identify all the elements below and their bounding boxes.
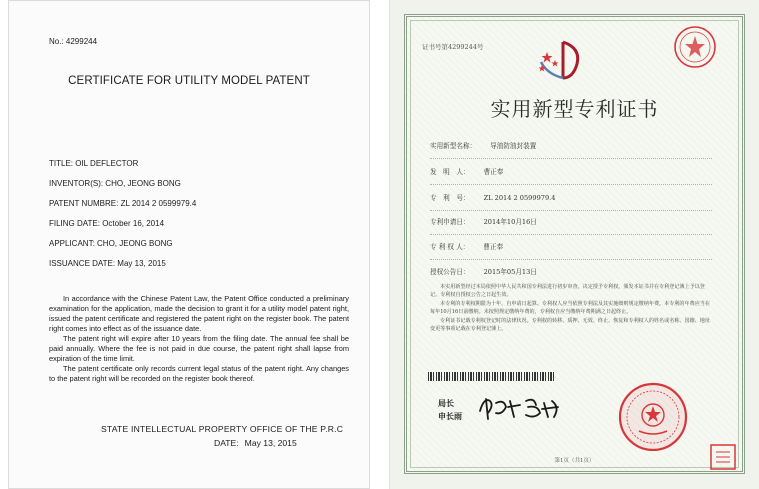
certificate-body — [49, 294, 349, 384]
chinese-certificate — [389, 0, 759, 489]
barcode — [428, 372, 556, 381]
cn-field-patentee: 专 利 权 人： 曹正奉 — [430, 243, 504, 251]
cn-certificate-title: 实用新型专利证书 — [490, 97, 659, 121]
cn-field-name: 实用新型名称： 导油防油封装置 — [430, 142, 537, 150]
date-label: DATE: — [214, 438, 239, 448]
field-filing-date: FILING DATE: October 16, 2014 — [49, 219, 165, 228]
cn-field-grant-date: 授权公告日： 2015年05月13日 — [430, 268, 537, 276]
cn-page-footer: 第1页（共1页） — [554, 458, 595, 464]
body-paragraph: The patent right will expire after 10 years from the filing date. The annual fee shall be paid annually. Where the fee is not paid in due course, the patent right shall lapse from expiration of the time limit. — [49, 334, 349, 363]
cn-field-inventor: 发 明 人： 曹正奉 — [430, 168, 504, 176]
divider — [430, 210, 712, 211]
official-red-seal-icon — [601, 371, 705, 451]
cn-body-paragraph: 专利证书记载专利权登记时的法律状况。专利权的转移、质押、无效、终止、恢复和专利权人的姓名或名称、国籍、地址变更等事项记载在专利登记簿上。 — [430, 317, 710, 333]
english-certificate — [8, 0, 370, 489]
field-inventor: INVENTOR(S): CHO, JEONG BONG — [49, 179, 181, 188]
certificate-title: CERTIFICATE FOR UTILITY MODEL PATENT — [68, 75, 310, 87]
divider — [430, 259, 712, 260]
red-stamp-icon — [672, 24, 718, 70]
field-applicant: APPLICANT: CHO, JEONG BONG — [49, 239, 173, 248]
divider — [430, 184, 712, 185]
field-issuance-date: ISSUANCE DATE: May 13, 2015 — [49, 259, 166, 268]
cn-body-paragraph: 本实用新型经过本局依照中华人民共和国专利法进行初步审查，决定授予专利权，颁发本证书并在专利登记簿上予以登记。专利权自授权公告之日起生效。 — [430, 284, 705, 299]
signature-date — [214, 438, 303, 448]
divider — [430, 158, 712, 159]
field-patent-number: PATENT NUMBRE: ZL 2014 2 0599979.4 — [49, 199, 197, 208]
body-paragraph: The patent certificate only records current legal status of the patent right. Any changes to the patent right will be recorded on the register book thereof. — [49, 364, 349, 383]
cn-body-paragraph: 本专利的专利权期限为十年，自申请日起算。专利权人应当依照专利法及其实施细则规定缴纳年费。本专利的年费应当在每年10月16日前缴纳。未按照规定缴纳年费的，专利权自应当缴纳年费期满之日起终止。 — [430, 300, 710, 316]
cn-field-patent-number: 专 利 号： ZL 2014 2 0599979.4 — [430, 194, 556, 202]
certificate-number: No.: 4299244 — [49, 37, 98, 46]
issuing-office: STATE INTELLECTUAL PROPERTY OFFICE OF THE P.R.C — [101, 424, 344, 434]
date-value: May 13, 2015 — [244, 438, 297, 448]
body-paragraph: In accordance with the Chinese Patent Law, the Patent Office conducted a preliminary examination for the application, made the decision to grant it for a utility model patent right, issued the patent certificate and registered the patent right on the register book. The patent right comes into effect as of the issuance date. — [49, 294, 349, 333]
signature-name-label: 申长雨 — [438, 411, 462, 421]
handwritten-signature — [474, 393, 574, 421]
corner-stamp-icon — [708, 442, 738, 472]
cn-certificate-body — [430, 283, 710, 333]
field-title: TITLE: OIL DEFLECTOR — [49, 159, 139, 168]
patent-office-logo-icon — [533, 38, 587, 84]
divider — [430, 234, 712, 235]
cn-certificate-number: 证书号第4299244号 — [422, 43, 484, 51]
signature-title-label: 局长 — [438, 398, 454, 408]
cn-field-filing-date: 专利申请日： 2014年10月16日 — [430, 218, 537, 226]
